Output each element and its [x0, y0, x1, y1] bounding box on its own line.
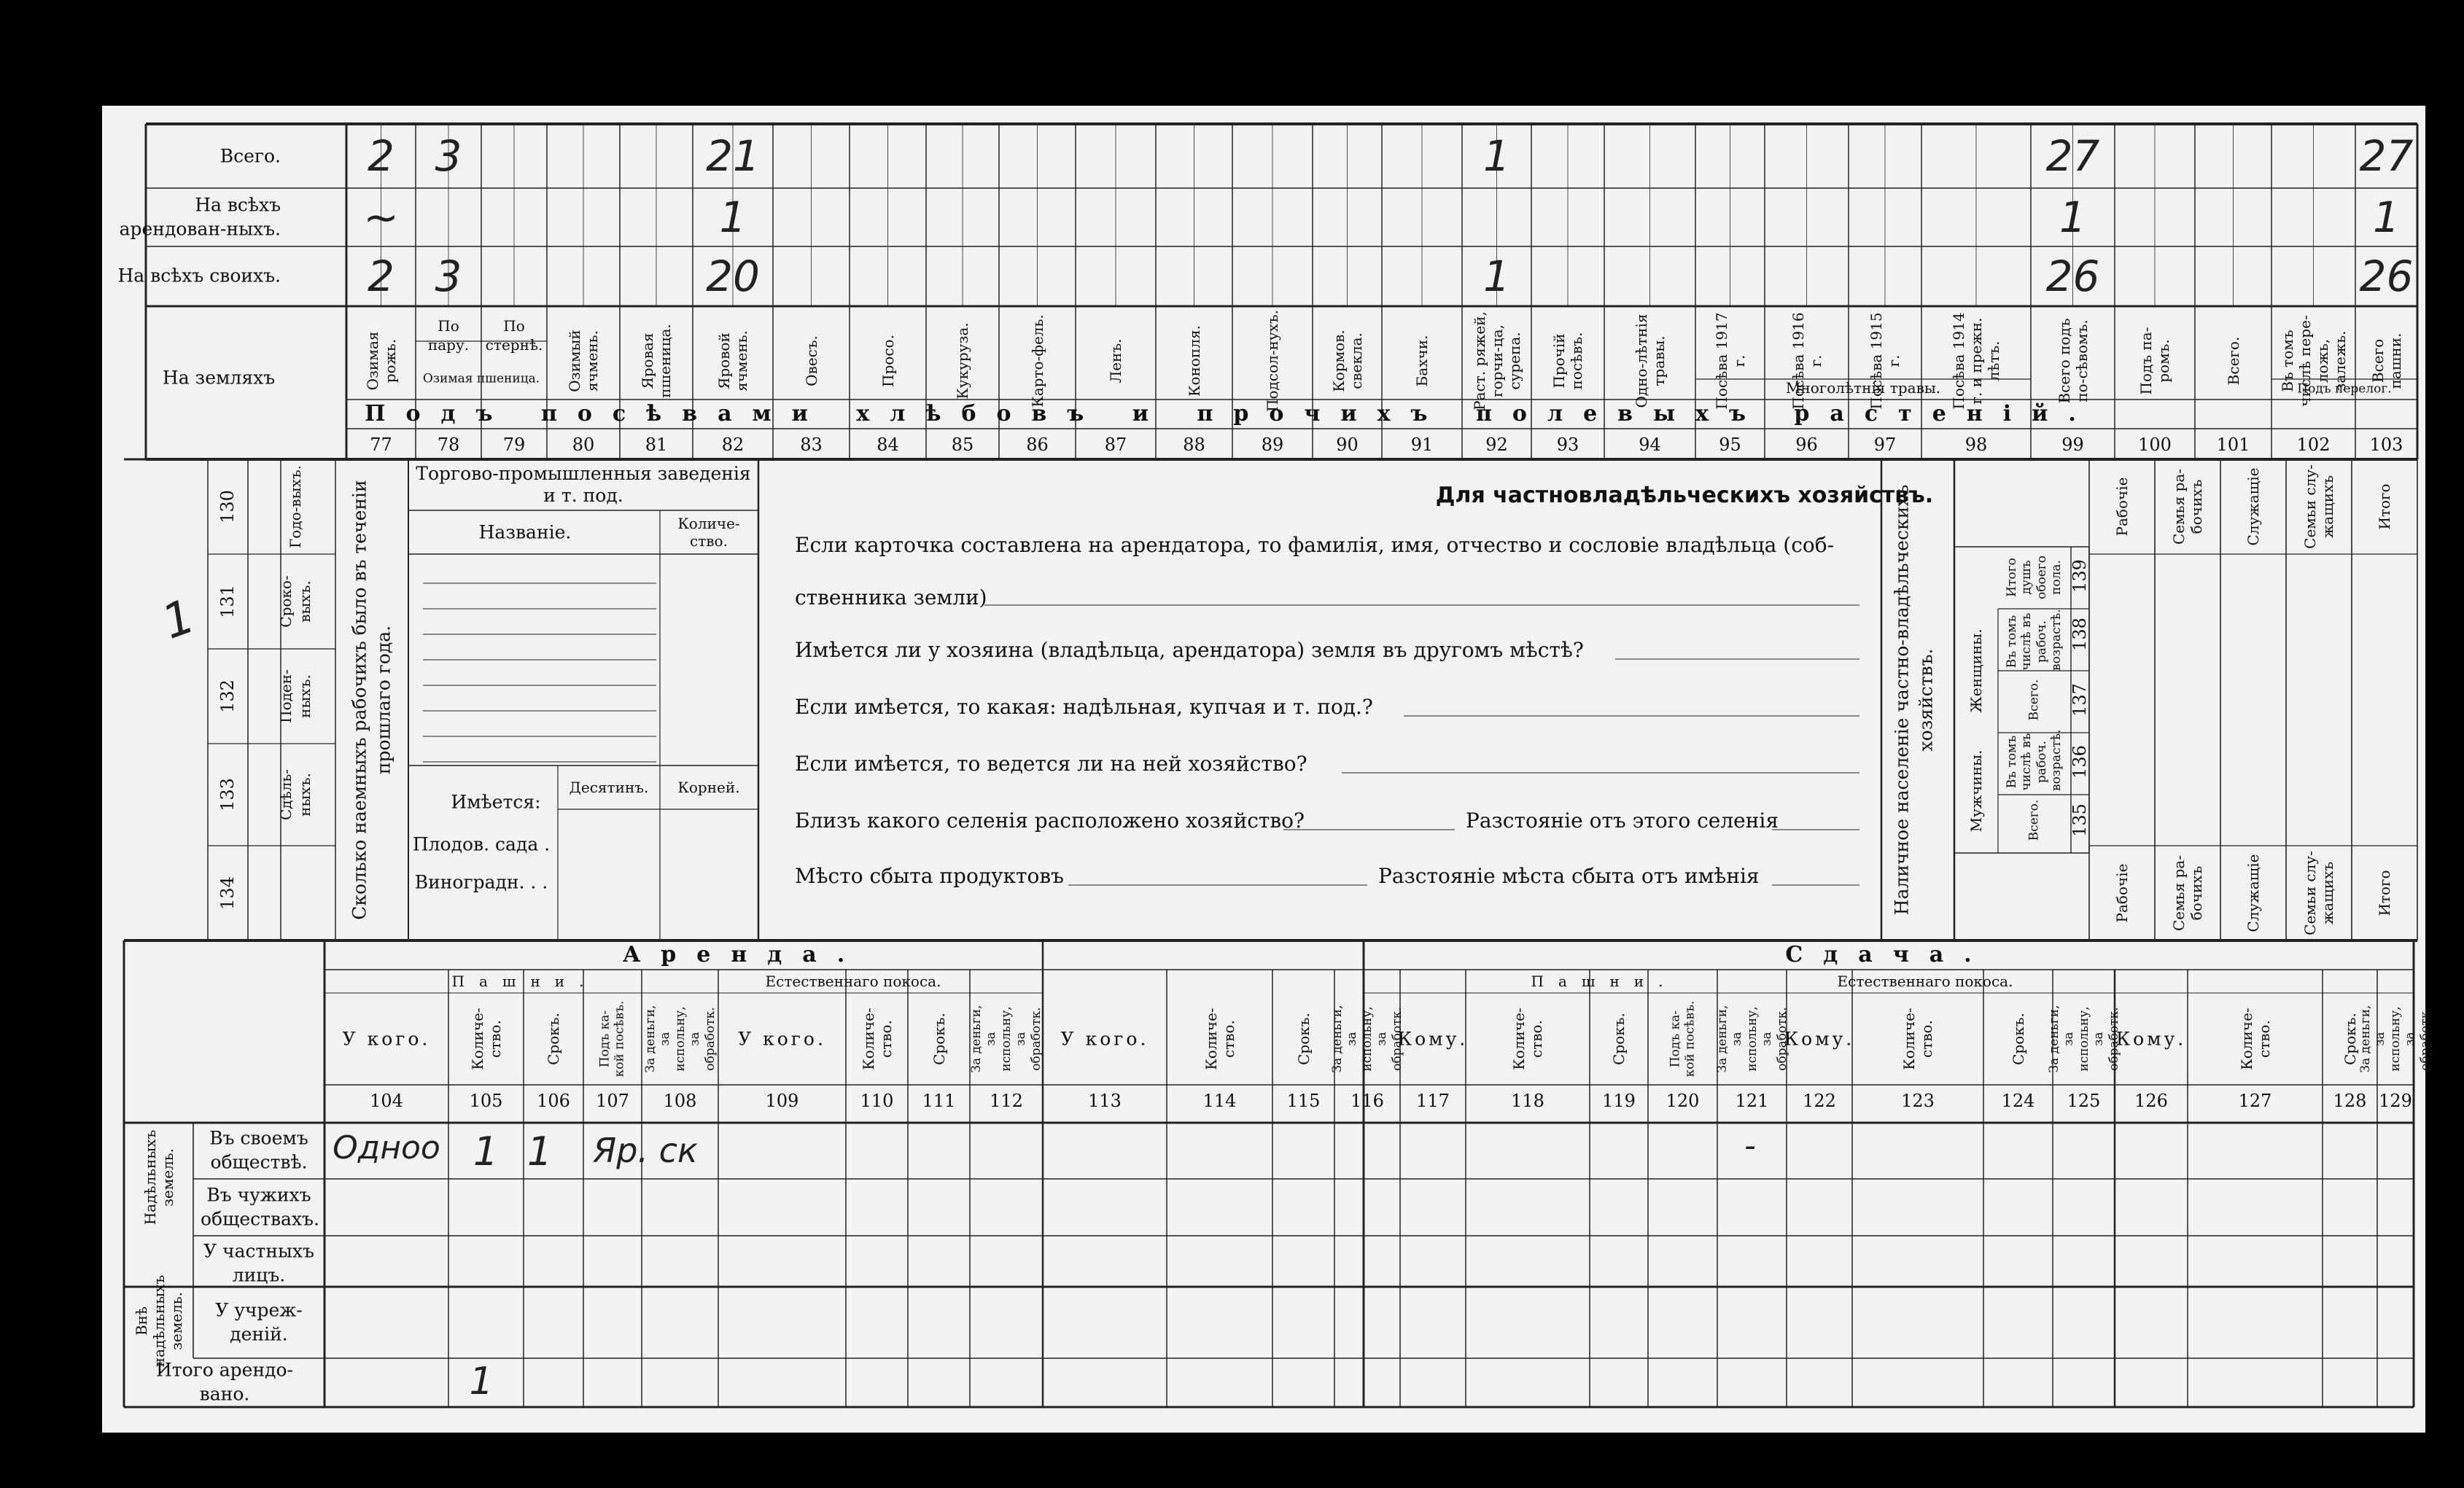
entry-total-77: 2 [368, 131, 395, 181]
women-working-label: Въ томъ числѣ въ рабоч. возрастѣ. [2005, 609, 2064, 671]
trade-name-head: Названіе. [478, 521, 572, 543]
vineyards-label: Виноградн. . . [414, 871, 548, 893]
hired-workers-mark: 1 [155, 589, 202, 650]
column-head-81: Яровая пшеница. [639, 324, 674, 398]
hired-col-label-133: Сдѣль-ныхъ. [276, 768, 314, 821]
column-head-95: Посѣва 1917 г. [1712, 312, 1748, 410]
bottom-num-105: 105 [469, 1091, 503, 1111]
row-label-own: На всѣхъ своихъ. [117, 265, 281, 287]
arenda-label: Аренда. [622, 942, 866, 967]
bottom-head-115: Срокъ. [1294, 1013, 1313, 1065]
column-head-89: Подсол-нухъ. [1264, 310, 1281, 412]
bottom-num-112: 112 [990, 1091, 1023, 1111]
column-number-95: 95 [1719, 435, 1741, 455]
bottom-head-119: Срокъ. [1610, 1013, 1628, 1065]
entry-own-82: 20 [706, 252, 760, 301]
bottom-head-109: У кого. [738, 1028, 826, 1050]
column-number-80: 80 [572, 435, 595, 455]
column-head-100: Подъ па-ромъ. [2137, 327, 2172, 395]
sdacha-label: Сдача. [1785, 942, 1992, 967]
column-head-93: Прочій посѣвъ. [1550, 332, 1585, 390]
total-souls-label: Итого душъ обоего пола. [2005, 556, 2064, 599]
bottom-num-128: 128 [2333, 1091, 2367, 1111]
women-all-label: Всего. [2026, 679, 2042, 721]
trade-title: Торгово-промышленныя заведенія и т. под. [416, 463, 751, 506]
column-head-92: Раст. ряжей, горчи-ца, сурепа. [1470, 311, 1523, 410]
entry-rented-82: 1 [719, 192, 747, 242]
column-number-93: 93 [1556, 435, 1579, 455]
column-number-99: 99 [2061, 435, 2084, 455]
bottom-head-112: За деньги, за испольну, за обработк. [969, 1005, 1043, 1073]
column-head-80: Озимый ячмень. [566, 330, 601, 392]
bottom-head-106: Срокъ. [545, 1013, 562, 1065]
bottom-num-113: 113 [1088, 1091, 1122, 1111]
sdacha-pokos-label: Естественнаго покоса. [1837, 973, 2013, 990]
column-head-85: Кукуруза. [954, 322, 971, 400]
entry-total-82: 21 [706, 131, 760, 181]
bottom-head-117: Кому. [1397, 1028, 1469, 1050]
column-head-87: Ленъ. [1107, 338, 1124, 383]
hired-col-num-134: 134 [217, 876, 238, 910]
census-card [102, 106, 2433, 1433]
column-head-78: По пару. [427, 317, 470, 354]
question-q2: Имѣется ли у хозяина (владѣльца, арендатора) земля въ другомъ мѣстѣ? [795, 638, 1584, 662]
right-col-bottom-3: Семьи слу-жащихъ [2301, 851, 2336, 935]
bottom-row-label-2: У частныхъ лицъ. [203, 1240, 314, 1285]
entry-own-103: 26 [2359, 252, 2414, 301]
row-label-total: Всего. [219, 145, 281, 167]
bottom-head-124: Срокъ. [2009, 1013, 2027, 1065]
population-num-135: 135 [2069, 803, 2090, 837]
hired-col-label-131: Сроко-выхъ. [276, 575, 314, 628]
column-number-78: 78 [437, 435, 460, 455]
column-head-88: Конопля. [1185, 325, 1203, 397]
column-head-94: Одно-лѣтнія травы. [1632, 313, 1668, 408]
entry-total-78: 3 [435, 131, 462, 181]
bottom-num-122: 122 [1803, 1091, 1836, 1111]
roots-head: Корней. [677, 779, 740, 796]
entry-total-qty: 1 [469, 1360, 494, 1403]
hired-col-num-131: 131 [217, 585, 238, 618]
bottom-num-121: 121 [1735, 1091, 1769, 1111]
column-head-98: Посѣва 1914 г. и прежн. лѣтъ. [1950, 312, 2002, 410]
private-title: Для частновладѣльческихъ хозяйствъ. [1435, 483, 1934, 508]
bottom-num-124: 124 [2001, 1091, 2035, 1111]
has-label: Имѣется: [451, 791, 541, 813]
right-col-bottom-0: Рабочіе [2113, 863, 2131, 923]
entry-qty: 1 [473, 1129, 499, 1175]
column-number-102: 102 [2296, 435, 2331, 455]
bottom-head-125: За деньги, за испольну, за обработк. [2046, 1005, 2121, 1073]
column-number-81: 81 [645, 435, 668, 455]
bottom-num-115: 115 [1286, 1091, 1321, 1111]
entry-posev: Яр. ск [593, 1131, 698, 1170]
column-head-102: Въ томъ числѣ пере-ложь, залежь. [2278, 315, 2349, 407]
bottom-num-109: 109 [765, 1091, 799, 1111]
column-head-84: Просо. [879, 335, 897, 387]
arenda-pashni-label: Пашни. [451, 973, 599, 990]
group-nadel-label: Надѣльныхъ земель. [141, 1129, 176, 1226]
column-number-97: 97 [1873, 435, 1897, 455]
hired-col-num-130: 130 [217, 490, 238, 523]
column-head-97: Посѣва 1915 г. [1868, 312, 1903, 410]
entry-u-kogo: Одноо [333, 1129, 440, 1166]
population-caption: Наличное населеніе частно-владѣльческихъ хозяйствъ. [1891, 484, 1936, 916]
entry-own-78: 3 [435, 252, 462, 301]
entry-own-99: 26 [2045, 252, 2100, 301]
bottom-num-116: 116 [1350, 1091, 1384, 1111]
population-num-138: 138 [2069, 618, 2090, 651]
column-number-86: 86 [1026, 435, 1049, 455]
fallow-label: Подъ перелог. [2297, 381, 2392, 397]
column-number-96: 96 [1795, 435, 1818, 455]
column-head-99: Всего подъ по-сѣвомъ. [2055, 318, 2091, 404]
right-col-bottom-1: Семья ра-бочихъ [2170, 854, 2205, 932]
bottom-num-110: 110 [860, 1091, 894, 1111]
entry-srok: 1 [526, 1129, 553, 1175]
entry-rented-77: ~ [363, 192, 399, 242]
bottom-head-105: Количе-ство. [468, 1008, 504, 1070]
hired-workers-caption: Сколько наемныхъ рабочихъ было въ теченіи прошлаго года. [349, 480, 394, 920]
arenda-pokos-label: Естественнаго покоса. [765, 973, 941, 990]
bottom-num-120: 120 [1666, 1091, 1700, 1111]
bottom-num-108: 108 [663, 1091, 697, 1111]
question-q3: Если имѣется, то какая: надѣльная, купчая и т. под.? [795, 695, 1373, 719]
perennial-grass-label: Многолѣтнія травы. [1785, 379, 1941, 397]
bottom-row-label-1: Въ чужихъ обществахъ. [201, 1184, 319, 1229]
bottom-head-121: За деньги, за испольну, за обработк. [1714, 1005, 1789, 1073]
bottom-num-117: 117 [1416, 1091, 1450, 1111]
bottom-head-104: У кого. [342, 1028, 431, 1050]
column-number-85: 85 [951, 435, 974, 455]
right-col-bottom-2: Служащіе [2245, 854, 2262, 932]
men-working-label: Въ томъ числѣ въ рабоч. возрастѣ. [2005, 729, 2064, 791]
bottom-num-126: 126 [2134, 1091, 2168, 1111]
entry-rented-99: 1 [2059, 192, 2086, 242]
population-num-137: 137 [2069, 683, 2090, 717]
column-number-84: 84 [877, 435, 899, 455]
hired-col-label-132: Поден-ныхъ. [276, 669, 314, 723]
population-num-136: 136 [2069, 745, 2090, 779]
column-head-83: Овесъ. [802, 335, 820, 386]
column-number-101: 101 [2216, 435, 2250, 455]
right-col-top-0: Рабочіе [2113, 477, 2131, 537]
right-col-bottom-4: Итого [2376, 870, 2393, 916]
bottom-num-123: 123 [1901, 1091, 1935, 1111]
entry-total-99: 27 [2045, 131, 2100, 181]
question-q4: Если имѣется, то ведется ли на ней хозяйство? [795, 752, 1307, 776]
bottom-num-106: 106 [537, 1091, 570, 1111]
right-col-top-1: Семья ра-бочихъ [2170, 468, 2205, 545]
column-head-77: Озимая рожь. [363, 331, 399, 391]
entry-rented-103: 1 [2373, 192, 2400, 242]
right-col-top-3: Семьи слу-жащихъ [2301, 464, 2336, 549]
bottom-head-108: За деньги, за испольну, за обработк. [642, 1005, 718, 1073]
entry-dash: - [1744, 1127, 1756, 1164]
hired-col-num-132: 132 [217, 679, 238, 713]
bottom-row-label-3: У учреж-деній. [215, 1299, 303, 1344]
men-label: Мужчины. [1967, 749, 1985, 833]
bottom-head-120: Подъ ка-кой посѣвъ. [1668, 1000, 1698, 1078]
bottom-head-113: У кого. [1060, 1028, 1149, 1050]
question-6b: Разстояніе мѣста сбыта отъ имѣнія [1378, 864, 1760, 888]
column-number-79: 79 [502, 435, 526, 455]
question-1b: ственника земли) [795, 585, 987, 609]
bottom-num-111: 111 [922, 1091, 956, 1111]
column-head-82: Яровой ячмень. [715, 330, 750, 392]
bottom-head-110: Количе-ство. [859, 1008, 895, 1070]
bottom-head-122: Кому. [1784, 1028, 1855, 1050]
bottom-head-129: За деньги, за испольну, за обработк. [2358, 1005, 2433, 1073]
bottom-num-118: 118 [1511, 1091, 1544, 1111]
right-col-top-2: Служащіе [2245, 467, 2262, 546]
entry-own-77: 2 [368, 252, 395, 301]
hired-col-label-130: Годо-выхъ. [286, 465, 304, 548]
trade-qty-head: Количе-ство. [677, 515, 740, 550]
hired-col-num-133: 133 [217, 778, 238, 811]
column-head-79: По стернѣ. [485, 317, 543, 354]
women-label: Женщины. [1967, 628, 1985, 713]
column-number-100: 100 [2138, 435, 2172, 455]
column-number-87: 87 [1104, 435, 1127, 455]
group-vne-label: Внѣ надѣльныхъ земель. [133, 1274, 185, 1368]
entry-total-92: 1 [1483, 131, 1510, 181]
bottom-num-125: 125 [2067, 1091, 2101, 1111]
column-number-91: 91 [1410, 435, 1434, 455]
column-number-88: 88 [1183, 435, 1205, 455]
bottom-num-107: 107 [596, 1091, 629, 1111]
bottom-head-127: Количе-ство. [2237, 1008, 2273, 1070]
column-number-94: 94 [1639, 435, 1661, 455]
bottom-num-129: 129 [2379, 1091, 2412, 1111]
column-head-91: Бахчи. [1413, 335, 1431, 387]
column-number-90: 90 [1336, 435, 1359, 455]
column-number-103: 103 [2369, 435, 2403, 455]
column-number-77: 77 [370, 435, 392, 455]
bottom-num-114: 114 [1202, 1091, 1237, 1111]
bottom-head-126: Кому. [2115, 1028, 2187, 1050]
ozim-wheat-label: Озимая пшеница. [422, 371, 540, 386]
section-label-lands: На земляхъ [162, 367, 276, 389]
question-5b: Разстояніе отъ этого селенія [1466, 809, 1779, 833]
bottom-num-119: 119 [1602, 1091, 1636, 1111]
sdacha-pashni-label: Пашни. [1531, 973, 1678, 990]
bottom-head-116: За деньги, за испольну, за обработк. [1330, 1005, 1404, 1073]
column-number-82: 82 [721, 435, 745, 455]
sown-crops-band: Подъ посѣвами хлѣбовъ и прочихъ полевыхъ растеній. [365, 401, 2096, 426]
bottom-row-label-4: Итого арендо-вано. [155, 1359, 294, 1404]
bottom-row-label-0: Въ своемъ обществѣ. [209, 1127, 308, 1172]
question-5: Близъ какого селенія расположено хозяйство? [795, 809, 1305, 833]
column-number-83: 83 [800, 435, 823, 455]
question-1: Если карточка составлена на арендатора, то фамилія, имя, отчество и сословіе владѣльца (соб- [795, 533, 1835, 557]
men-all-label: Всего. [2026, 799, 2042, 841]
entry-total-103: 27 [2359, 131, 2414, 181]
column-number-92: 92 [1485, 435, 1508, 455]
bottom-num-104: 104 [370, 1091, 403, 1111]
population-num-139: 139 [2069, 559, 2090, 593]
entry-own-92: 1 [1483, 252, 1510, 301]
column-head-103: Всего пашни. [2368, 332, 2404, 389]
column-number-89: 89 [1261, 435, 1284, 455]
right-col-top-4: Итого [2376, 483, 2393, 530]
column-head-90: Кормов. свекла. [1329, 330, 1365, 392]
bottom-num-127: 127 [2238, 1091, 2272, 1111]
bottom-head-107: Подъ ка-кой посѣвъ. [597, 1000, 627, 1078]
bottom-head-111: Срокъ. [930, 1013, 948, 1065]
column-number-98: 98 [1964, 435, 1988, 455]
bottom-head-118: Количе-ство. [1510, 1008, 1545, 1070]
bottom-head-128: Срокъ. [2341, 1013, 2359, 1065]
bottom-head-114: Количе-ство. [1202, 1008, 1237, 1070]
desyatin-head: Десятинъ. [569, 779, 649, 796]
column-head-86: Карто-фель. [1028, 314, 1046, 408]
orchards-label: Плодов. сада . [412, 833, 551, 855]
question-6: Мѣсто сбыта продуктовъ [795, 864, 1064, 888]
column-head-96: Посѣва 1916 г. [1789, 312, 1824, 410]
row-label-rented: На всѣхъ арендован-ныхъ. [119, 194, 281, 239]
column-head-101: Всего. [2224, 336, 2242, 386]
bottom-head-123: Количе-ство. [1900, 1008, 1935, 1070]
